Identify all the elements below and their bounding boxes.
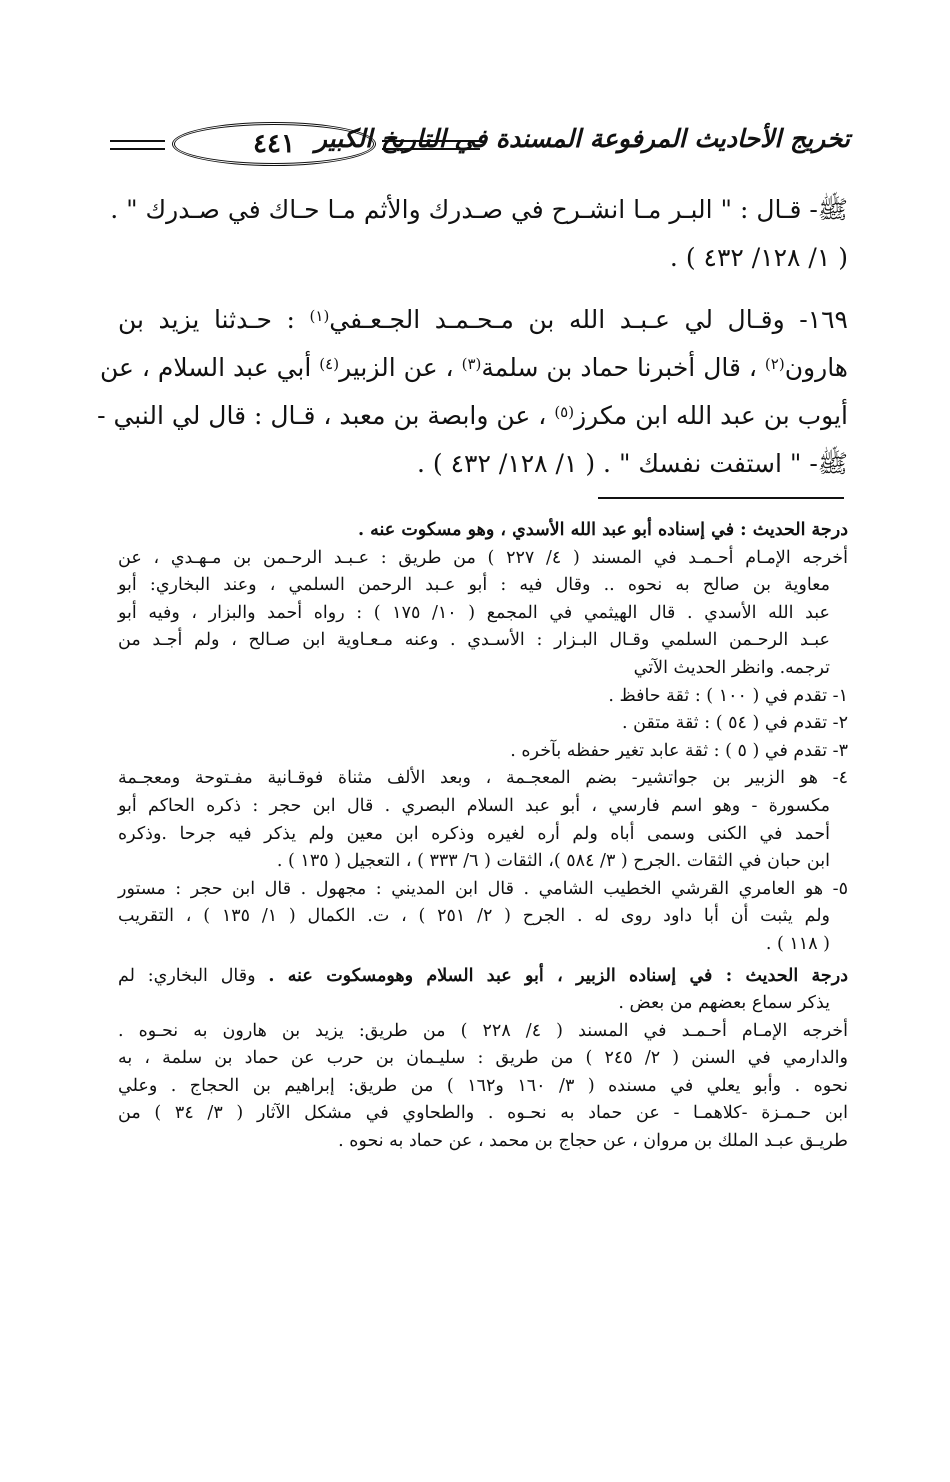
footnote-1: ١- تقدم في ( ١٠٠ ) : ثقة حافظ .: [608, 685, 848, 706]
main-line: ( ١/ ١٢٨/ ٤٣٢ ) .: [669, 243, 848, 272]
footnote-line: أخرجه الإمـام أحـمـد في المسند ( ٤/ ٢٢٨ ) من طريق: يزيد بن هارون به نحـوه .: [118, 1020, 848, 1041]
footnote-4: ٤- هو الزبير بن جواتشير- بضم المعجـمة ، وبعد الألف مثناة فوقـانية مفـتوحة ومعجـمة: [118, 768, 848, 789]
footnote-line: والدارمي في السنن ( ٢/ ٢٤٥ ) من طريق : سليـمان بن حرب عن حماد بن سلمة ، به: [118, 1048, 848, 1069]
text-run: أبي عبد السلام ، عن: [99, 353, 312, 382]
footnote-marker: (٥): [554, 403, 575, 421]
footnote-line: أخرجه الإمـام أحـمـد في المسند ( ٤/ ٢٢٧ ) من طريق : عـبـد الرحـمن بن مـهـدي ، عن: [118, 547, 848, 568]
footnote-marker: (٤): [319, 355, 340, 373]
header-rule: [110, 140, 165, 150]
running-header: [110, 118, 850, 170]
footnote-marker: (٣): [461, 355, 482, 373]
hadith-169-line: [97, 392, 848, 440]
footnote-marker: (٢): [764, 355, 785, 373]
text-run: ١٦٩- وقـال لي عـبـد الله بن مـحـمـد الجـعـفي: [329, 305, 848, 334]
text-run: وقال البخاري: لم: [118, 965, 269, 986]
footnote-line: عبـد الرحـمن السلمي وقـال البـزار : الأسـدي . وعنه مـعـاوية ابن صـالح ، ولم أجـد من: [118, 630, 830, 651]
text-run: أيوب بن عبد الله ابن مكرز: [574, 401, 848, 430]
footnote-line: معاوية بن صالح به نحوه .. وقال فيه : أبو عـبد الرحمن السلمي ، وعند البخاري: أبو: [118, 575, 830, 596]
footnote-line: ترجمه. وانظر الحديث الآتي: [633, 657, 830, 678]
grading-label: درجة الحديث : في إسناده الزبير ، أبو عبد السلام وهومسكوت عنه .: [268, 965, 848, 986]
footnote-line: عبد الله الأسدي . قال الهيثمي في المجمع ( ١٠/ ١٧٥ ) : رواه أحمد والبزار ، وفيه أبو: [118, 602, 830, 623]
footnote-line: طريـق عبـد الملك بن مروان ، عن حجاج بن محمد ، عن حماد به نحوه .: [338, 1131, 848, 1152]
page-number: ٤٤١: [253, 129, 295, 159]
grading-heading: درجة الحديث : في إسناده أبو عبد الله الأسدي ، وهو مسكوت عنه .: [357, 520, 848, 540]
footnote-5: ٥- هو العامري القرشي الخطيب الشامي . قال ابن المديني : مجهول . قال ابن حجر : مستور: [118, 878, 848, 899]
hadith-169-line: [99, 344, 848, 392]
footnote-line: ابن حـمـزة -كلاهمـا - عن حماد به نحـوه . والطحاوي في مشكل الآثار ( ٣/ ٣٤ ) من: [118, 1103, 848, 1124]
book-title: تخريج الأحاديث المرفوعة المسندة في التاريخ الكبير: [314, 124, 850, 153]
main-line: ﷺ- قـال : " البـر مـا انشـرح في صـدرك والأثم مـا حـاك في صـدرك " .: [110, 195, 848, 224]
footnote-line: ابن حبان في الثقات .الجرح ( ٣/ ٥٨٤ )، الثقات ( ٦/ ٣٣٣ ) ، التعجيل ( ١٣٥ ) .: [276, 851, 830, 872]
text-run: ، عن الزبير: [339, 353, 454, 382]
footnotes: [118, 517, 848, 1156]
footnote-line: أحمد في الكنى وسمى أباه ولم أره لغيره وذكره ابن معين ولم يذكر فيه جرحا .وذكره: [118, 823, 830, 844]
footnote-line: ولم يثبت أن أبا داود روى له . الجرح ( ٢/ ٢٥١ ) ، ت. الكمال ( ١/ ١٣٥ ) ، التقريب: [118, 906, 830, 927]
text-run: ، قال أخبرنا حماد بن سلمة: [481, 353, 757, 382]
text-run: : حـدثنا يزيد بن: [118, 305, 295, 334]
text-run: هارون: [784, 353, 848, 382]
footnote-line: نحوه . وأبو يعلي في مسنده ( ٣/ ١٦٠ و١٦٢ ) من طريق: إبراهيم بن الحجاج . وعلي: [118, 1075, 848, 1096]
footnote-separator: [598, 497, 844, 499]
hadith-169-line: ﷺ- " استفت نفسك " . ( ١/ ١٢٨/ ٤٣٢ ) .: [417, 449, 848, 478]
grading-heading: [118, 963, 848, 991]
footnote-line: يذكر سماع بعضهم من بعض .: [618, 993, 830, 1014]
footnote-3: ٣- تقدم في ( ٥ ) : ثقة عابد تغير حفظه بآخره .: [510, 740, 848, 761]
footnote-marker: (١): [309, 307, 330, 325]
hadith-169-line: [118, 296, 848, 344]
footnote-2: ٢- تقدم في ( ٥٤ ) : ثقة متقن .: [622, 713, 848, 734]
main-text: [97, 186, 848, 488]
footnote-line: ( ١١٨ ) .: [765, 933, 830, 954]
footnote-line: مكسورة - وهو اسم فارسي ، أبو عبد السلام البصري . قال ابن حجر : ذكره الحاكم أبو: [118, 795, 830, 816]
text-run: ، عن وابصة بن معبد ، قـال : قال لي النبي -: [97, 401, 547, 430]
